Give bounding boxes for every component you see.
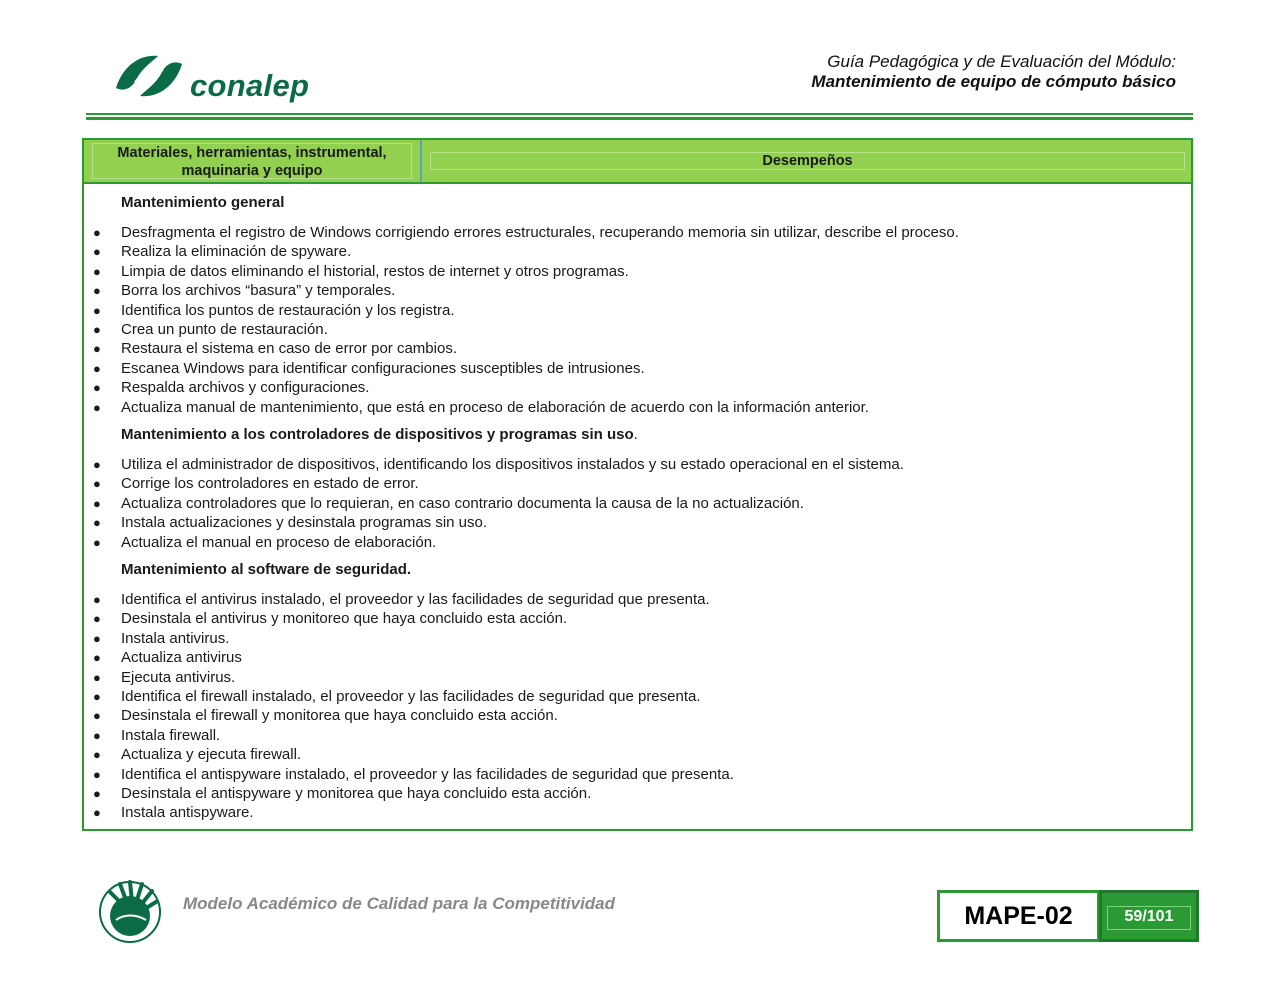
list-item: Desfragmenta el registro de Windows corrigiendo errores estructurales, recuperando memoria sin utilizar, describe el proceso. [121,224,959,241]
list-item: Ejecuta antivirus. [121,669,236,686]
list-item: Actualiza manual de mantenimiento, que está en proceso de elaboración de acuerdo con la información anterior. [121,399,869,416]
list-item: Actualiza controladores que lo requieran, en caso contrario documenta la causa de la no actualización. [121,495,804,512]
bullet-icon: ● [93,670,101,685]
bullet-icon: ● [93,322,101,337]
list-item: Desinstala el antivirus y monitoreo que haya concluido esta acción. [121,610,568,627]
footer-tagline: Modelo Académico de Calidad para la Competitividad [183,894,616,913]
page-indicator [1099,890,1199,942]
list-item: Utiliza el administrador de dispositivos, identificando los dispositivos instalados y su estado operacional en el sistema. [121,456,904,473]
list-item: Identifica los puntos de restauración y los registra. [121,302,455,319]
bullet-icon: ● [93,728,101,743]
list-item: Desinstala el antispyware y monitorea que haya concluido esta acción. [121,785,592,802]
header-rule-top [86,113,1193,115]
bullet-icon: ● [93,244,101,259]
list-item: Identifica el antispyware instalado, el proveedor y las facilidades de seguridad que presenta. [121,766,734,783]
header-rule-bottom [86,117,1193,120]
list-item: Realiza la eliminación de spyware. [121,243,352,260]
bullet-icon: ● [93,303,101,318]
conalep-logo-text: conalep [190,68,310,103]
list-item: Escanea Windows para identificar configuraciones susceptibles de intrusiones. [121,360,645,377]
list-item: Actualiza antivirus [121,649,242,666]
bullet-icon: ● [93,476,101,491]
bullet-icon: ● [93,747,101,762]
list-item: Actualiza el manual en proceso de elaboración. [121,534,437,551]
bullet-icon: ● [93,708,101,723]
bullet-icon: ● [93,225,101,240]
list-item: Respalda archivos y configuraciones. [121,379,370,396]
bullet-icon: ● [93,689,101,704]
list-item: Actualiza y ejecuta firewall. [121,746,302,763]
list-item: Instala actualizaciones y desinstala programas sin uso. [121,514,488,531]
bullet-icon: ● [93,361,101,376]
bullet-icon: ● [93,611,101,626]
list-item: Desinstala el firewall y monitorea que haya concluido esta acción. [121,707,558,724]
table-header-performance [424,140,1191,182]
materials-header-line1: Materiales, herramientas, instrumental, [117,145,387,161]
performance-table [82,138,1193,831]
section-title-drivers [121,426,638,443]
list-item: Instala antispyware. [121,804,254,821]
bullet-icon: ● [93,631,101,646]
list-item: Identifica el antivirus instalado, el proveedor y las facilidades de seguridad que presenta. [121,591,710,608]
table-header-materials [84,140,422,182]
bullet-icon: ● [93,805,101,820]
conalep-logo-icon [112,50,186,102]
bullet-icon: ● [93,650,101,665]
document-title [811,52,1176,92]
bullet-icon: ● [93,380,101,395]
table-header [84,140,1191,184]
bullet-icon: ● [93,264,101,279]
performance-header-label: Desempeños [762,153,853,169]
bullet-icon: ● [93,400,101,415]
bullet-icon: ● [93,767,101,782]
materials-header-line2: maquinaria y equipo [181,163,323,179]
list-item: Limpia de datos eliminando el historial, restos de internet y otros programas. [121,263,629,280]
list-item: Instala firewall. [121,727,221,744]
bullet-icon: ● [93,515,101,530]
bullet-icon: ● [93,341,101,356]
bullet-icon: ● [93,592,101,607]
bullet-icon: ● [93,457,101,472]
conalep-logo [112,48,312,106]
document-title-line1: Guía Pedagógica y de Evaluación del Módulo: [827,52,1176,71]
bullet-icon: ● [93,535,101,550]
list-item: Crea un punto de restauración. [121,321,328,338]
section-title-security: Mantenimiento al software de seguridad. [121,561,412,578]
list-item: Identifica el firewall instalado, el proveedor y las facilidades de seguridad que presenta. [121,688,701,705]
list-item: Borra los archivos “basura” y temporales. [121,282,396,299]
bullet-icon: ● [93,283,101,298]
section-title-general: Mantenimiento general [121,194,285,211]
bullet-icon: ● [93,786,101,801]
quality-model-seal-icon [96,876,164,944]
page-number: 59/101 [1107,906,1191,930]
list-item: Instala antivirus. [121,630,230,647]
section-title-drivers-text: Mantenimiento a los controladores de dispositivos y programas sin uso [121,426,634,443]
bullet-icon: ● [93,496,101,511]
section-title-drivers-suffix: . [633,426,638,443]
list-item: Restaura el sistema en caso de error por cambios. [121,340,457,357]
document-code: MAPE-02 [937,890,1100,942]
list-item: Corrige los controladores en estado de error. [121,475,419,492]
document-title-line2: Mantenimiento de equipo de cómputo básico [811,72,1176,91]
